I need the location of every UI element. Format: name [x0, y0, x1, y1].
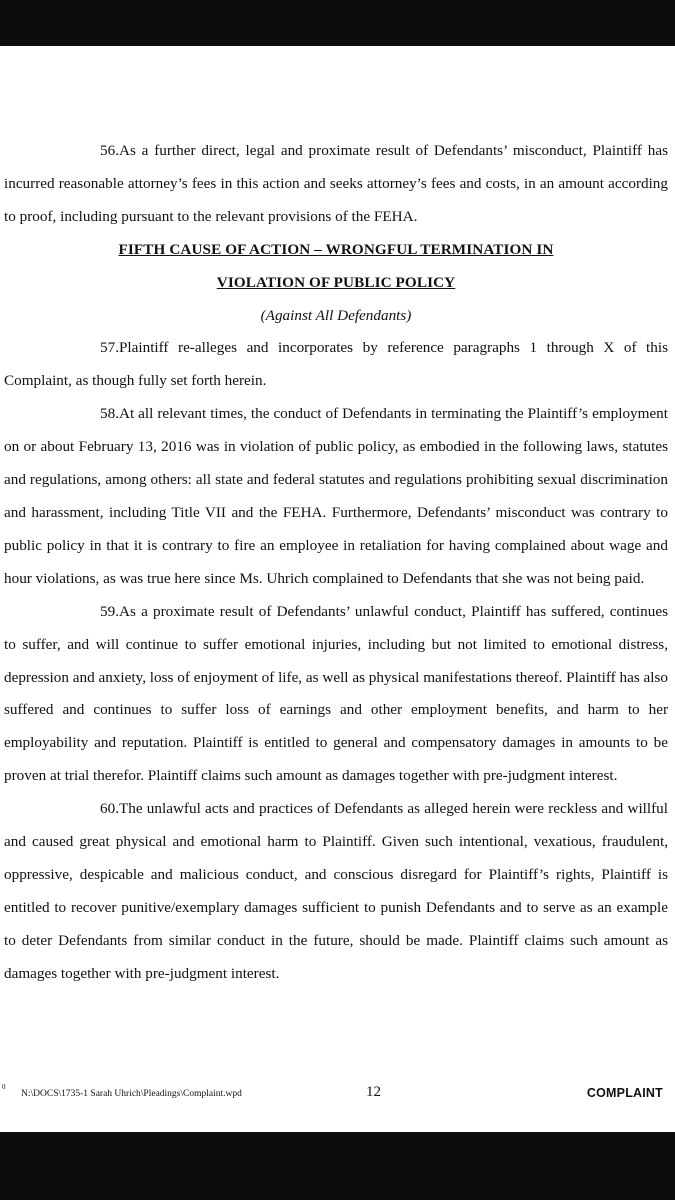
- paragraph-number: 59.: [100, 602, 119, 620]
- paragraph-text: As a further direct, legal and proximate result of Defendants’ misconduct, Plaintiff has incurred reasonable attorney’s fees in this action and seeks attorney’s fees and costs, in an amount according to proof, including pursuant to the relevant provisions of the FEHA.: [4, 142, 668, 225]
- paragraph-text: Plaintiff re-alleges and incorporates by reference paragraphs 1 through X of this Complaint, as though fully set forth herein.: [4, 339, 668, 390]
- footer-line-number: 0: [2, 1083, 6, 1091]
- cause-of-action-heading-line-2: VIOLATION OF PUBLIC POLICY: [216, 273, 456, 291]
- cause-of-action-heading-line-1: FIFTH CAUSE OF ACTION – WRONGFUL TERMINATION IN: [118, 240, 554, 258]
- paragraph-57: [4, 332, 668, 398]
- page-number: 12: [366, 1084, 381, 1100]
- footer-document-title: COMPLAINT: [586, 1086, 663, 1100]
- paragraph-56: [4, 135, 668, 234]
- page-footer: [0, 1082, 675, 1106]
- paragraph-text: At all relevant times, the conduct of Defendants in terminating the Plaintiff’s employment on or about February 13, 2016 was in violation of public policy, as embodied in the following laws, statutes and regulations, among others: all state and federal statutes and regulations prohibiting sexual discrimination and harassment, including Title VII and the FEHA. Furthermore, Defendants’ misconduct was contrary to public policy in that it is contrary to fire an employee in retaliation for having complained about wage and hour violations, as was true here since Ms. Uhrich complained to Defendants that she was not being paid.: [4, 405, 668, 587]
- document-body: [4, 135, 668, 991]
- paragraph-59: [4, 596, 668, 793]
- paragraph-text: The unlawful acts and practices of Defendants as alleged herein were reckless and willful and caused great physical and emotional harm to Plaintiff. Given such intentional, vexatious, fraudulent, oppressive, despicable and malicious conduct, and conscious disregard for Plaintiff’s rights, Plaintiff is entitled to recover punitive/exemplary damages sufficient to punish Defendants and to serve as an example to deter Defendants from similar conduct in the future, should be made. Plaintiff claims such amount as damages together with pre-judgment interest.: [4, 800, 668, 982]
- paragraph-60: [4, 793, 668, 990]
- footer-file-path: N:\DOCS\1735-1 Sarah Uhrich\Pleadings\Complaint.wpd: [21, 1089, 242, 1099]
- cause-of-action-subtitle: (Against All Defendants): [260, 306, 412, 324]
- top-black-bar: [0, 0, 675, 46]
- paragraph-number: 57.: [100, 339, 119, 357]
- paragraph-text: As a proximate result of Defendants’ unlawful conduct, Plaintiff has suffered, continues to suffer, and will continue to suffer emotional injuries, including but not limited to emotional distress, depression and anxiety, loss of enjoyment of life, as well as physical manifestations thereof. Plaintiff has also suffered and continues to suffer loss of earnings and other employment benefits, and harm to her employability and reputation. Plaintiff is entitled to general and compensatory damages in amounts to be proven at trial therefor. Plaintiff claims such amount as damages together with pre-judgment interest.: [4, 602, 668, 785]
- paragraph-number: 60.: [100, 800, 119, 818]
- paragraph-number: 56.: [100, 142, 119, 159]
- paragraph-number: 58.: [100, 405, 119, 423]
- paragraph-58: [4, 398, 668, 595]
- bottom-black-bar: [0, 1132, 675, 1200]
